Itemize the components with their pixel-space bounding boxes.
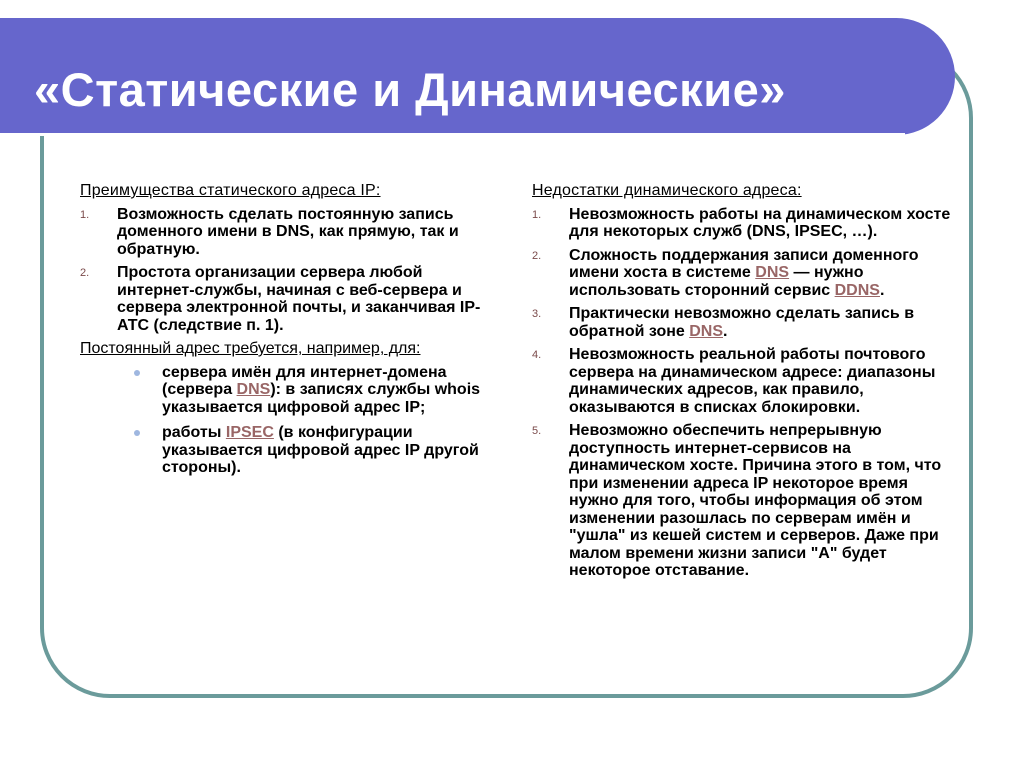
title-bar [0, 18, 955, 135]
left-subheading: Постоянный адрес требуется, например, для: [80, 340, 421, 357]
right-column [532, 182, 952, 586]
list-item [532, 305, 952, 340]
bullet-text: сервера имён для интернет-домена (сервера [162, 363, 447, 398]
list-item-text: . [879, 281, 885, 299]
list-item-text: Сложность поддержания записи доменного имени хоста в системе [569, 246, 919, 281]
right-heading: Недостатки динамического адреса: [532, 182, 802, 199]
title-underline [0, 133, 905, 136]
slide-title: «Статические и Динамические» [34, 63, 786, 116]
list-item-text: . [723, 322, 728, 340]
list-item-text: Невозможность реальной работы почтового сервера на динамическом адресе: диапазоны динамических адресов, как правило, оказываются в списках блокировки. [569, 346, 936, 416]
left-heading: Преимущества статического адреса IP: [80, 182, 381, 199]
advantages-list [80, 206, 490, 335]
list-item-text: Невозможно обеспечить непрерывную доступность интернет-сервисов на динамическом хосте. Причина этого в том, что при изменении адреса IP некоторое время нужно для того, чтобы информация об этом изменении разошлась по серверам имён и "ушла" из кешей систем и серверов. Даже при малом времени жизни записи "А" будет некоторое отставание. [569, 422, 942, 579]
list-number: 1. [532, 208, 542, 221]
disadvantages-list [532, 206, 952, 580]
ddns-link[interactable]: DDNS [834, 281, 880, 299]
list-item [80, 264, 490, 334]
list-item [80, 206, 490, 259]
list-number: 5. [532, 425, 542, 437]
bullet-icon [134, 370, 140, 376]
list-item-text: Возможность сделать постоянную запись доменного имени в DNS, как прямую, так и обратную. [117, 205, 459, 258]
dns-link[interactable]: DNS [236, 381, 271, 398]
dns-link[interactable]: DNS [755, 264, 790, 281]
bullet-icon [134, 430, 140, 436]
bullet-item [80, 364, 490, 417]
bullet-text: работы [162, 424, 226, 441]
list-item [532, 422, 952, 580]
list-number: 1. [80, 208, 90, 221]
list-number: 4. [532, 349, 542, 361]
bullet-text: (в конфигурации указывается цифровой адрес IP другой стороны). [162, 424, 479, 476]
ipsec-link[interactable]: IPSEC [225, 424, 274, 441]
list-item-text: Невозможность работы на динамическом хосте для некоторых служб (DNS, IPSEC, …). [569, 205, 951, 240]
left-column [80, 182, 490, 485]
list-number: 2. [532, 249, 542, 262]
list-item-text: Практически невозможно сделать запись в обратной зоне [569, 305, 915, 340]
list-item [532, 247, 952, 300]
requirements-list [80, 364, 490, 477]
list-item [532, 206, 952, 241]
list-number: 3. [532, 308, 542, 320]
list-item-text: — нужно использовать сторонний сервис [569, 264, 864, 299]
list-number: 2. [80, 267, 90, 279]
bullet-item [80, 424, 490, 477]
dns-link[interactable]: DNS [689, 322, 723, 340]
bullet-text: ): в записях службы whois указывается цифровой адрес IP; [162, 381, 481, 416]
list-item [532, 346, 952, 416]
list-item-text: Простота организации сервера любой интернет-службы, начиная с веб-сервера и сервера электронной почты, и заканчивая IP-АТС (следствие п. 1). [117, 264, 481, 334]
